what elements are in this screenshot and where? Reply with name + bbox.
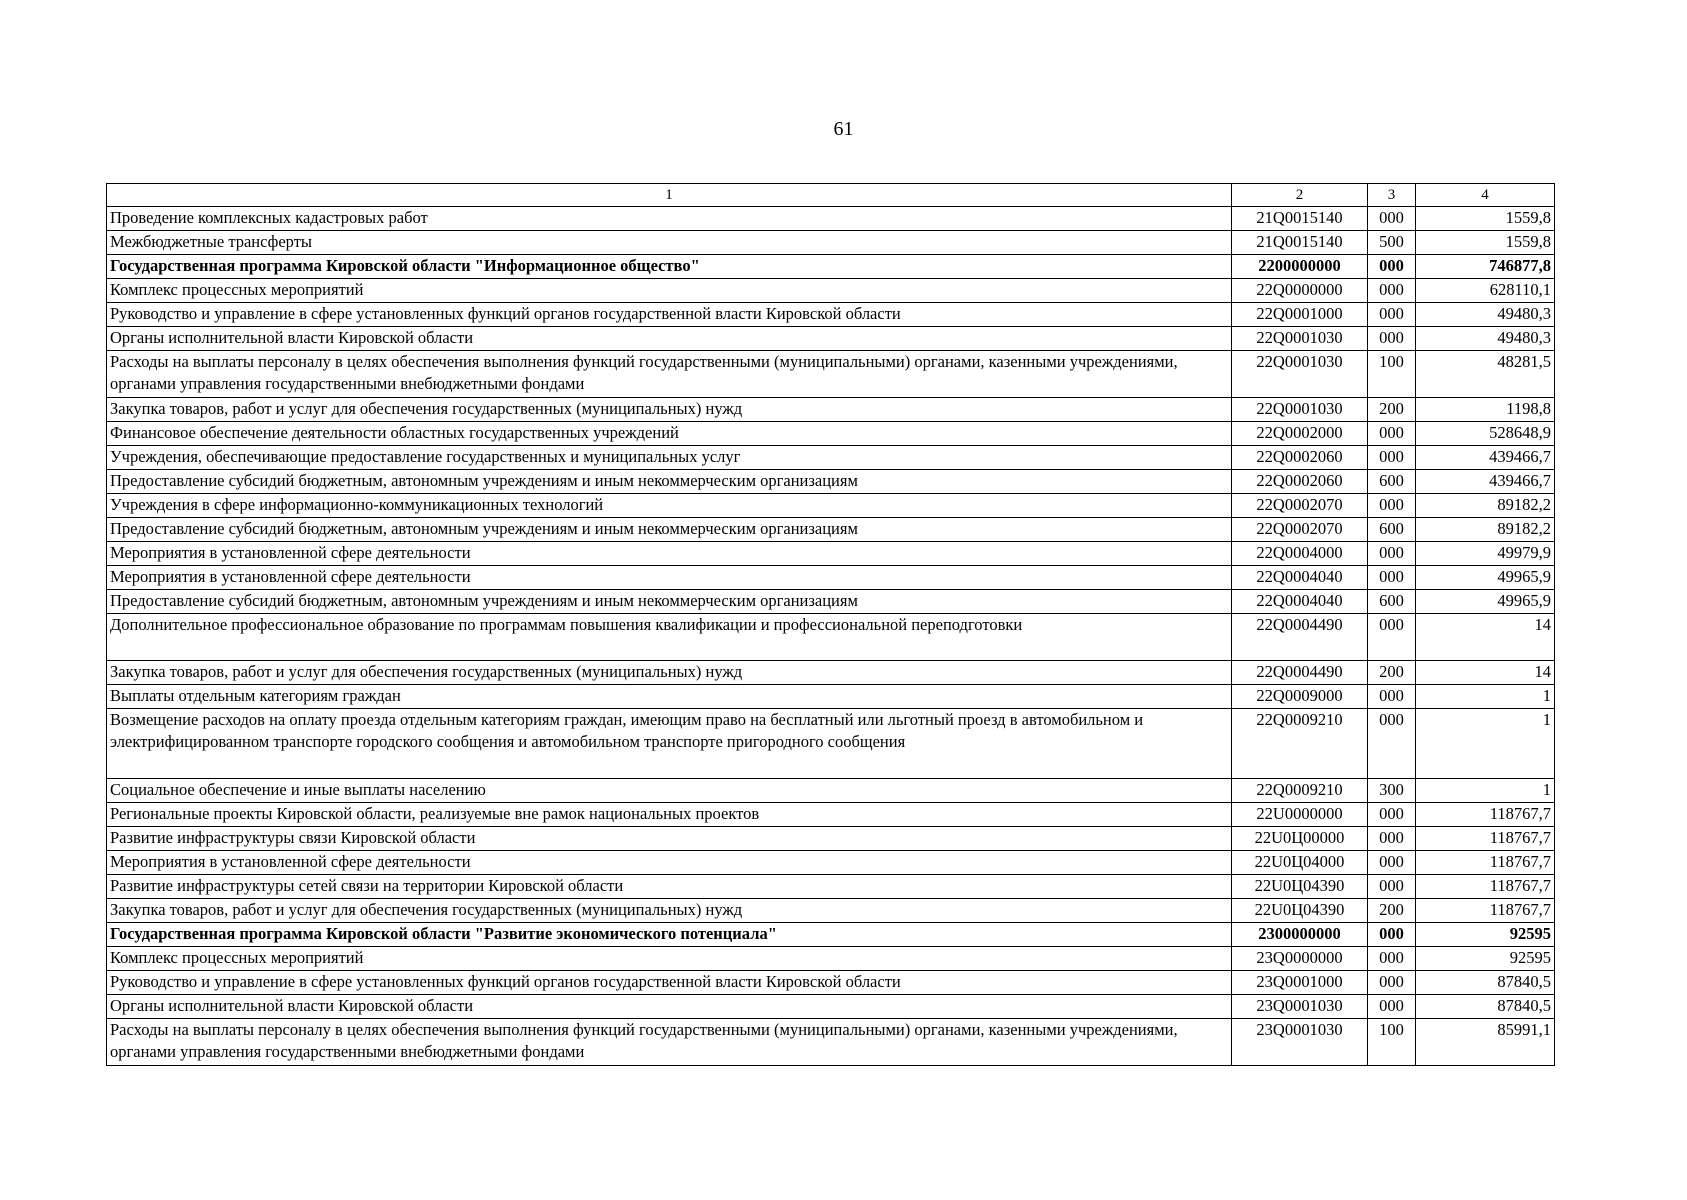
row-code: 22U0Ц00000 — [1232, 827, 1368, 851]
table-row — [107, 851, 1555, 875]
row-name: Предоставление субсидий бюджетным, автономным учреждениям и иным некоммерческим организациям — [107, 518, 1232, 542]
row-name: Развитие инфраструктуры связи Кировской области — [107, 827, 1232, 851]
row-name: Межбюджетные трансферты — [107, 231, 1232, 255]
row-name: Комплекс процессных мероприятий — [107, 279, 1232, 303]
table-row — [107, 303, 1555, 327]
row-code: 2200000000 — [1232, 255, 1368, 279]
row-amount: 118767,7 — [1416, 803, 1555, 827]
row-name: Комплекс процессных мероприятий — [107, 947, 1232, 971]
row-name: Предоставление субсидий бюджетным, автономным учреждениям и иным некоммерческим организациям — [107, 590, 1232, 614]
table-row — [107, 827, 1555, 851]
row-name: Проведение комплексных кадастровых работ — [107, 207, 1232, 231]
row-amount: 14 — [1416, 661, 1555, 685]
row-expense-type: 000 — [1368, 566, 1416, 590]
row-code: 22Q0002060 — [1232, 470, 1368, 494]
row-expense-type: 200 — [1368, 899, 1416, 923]
table-body — [107, 207, 1555, 1066]
row-name: Выплаты отдельным категориям граждан — [107, 685, 1232, 709]
table-row — [107, 470, 1555, 494]
row-code: 22Q0001030 — [1232, 398, 1368, 422]
row-code: 22U0Ц04390 — [1232, 899, 1368, 923]
table-row — [107, 779, 1555, 803]
row-expense-type: 000 — [1368, 422, 1416, 446]
row-code: 22Q0009000 — [1232, 685, 1368, 709]
row-expense-type: 200 — [1368, 661, 1416, 685]
row-expense-type: 000 — [1368, 303, 1416, 327]
row-expense-type: 600 — [1368, 518, 1416, 542]
row-name: Учреждения в сфере информационно-коммуникационных технологий — [107, 494, 1232, 518]
row-amount: 118767,7 — [1416, 851, 1555, 875]
table-row — [107, 923, 1555, 947]
row-amount: 746877,8 — [1416, 255, 1555, 279]
row-expense-type: 000 — [1368, 207, 1416, 231]
row-name: Закупка товаров, работ и услуг для обеспечения государственных (муниципальных) нужд — [107, 899, 1232, 923]
table-row — [107, 899, 1555, 923]
row-amount: 118767,7 — [1416, 827, 1555, 851]
row-name: Органы исполнительной власти Кировской области — [107, 327, 1232, 351]
row-code: 22U0Ц04390 — [1232, 875, 1368, 899]
table-row — [107, 494, 1555, 518]
table-row — [107, 590, 1555, 614]
row-expense-type: 000 — [1368, 827, 1416, 851]
row-amount: 49979,9 — [1416, 542, 1555, 566]
row-code: 22Q0000000 — [1232, 279, 1368, 303]
row-name: Расходы на выплаты персоналу в целях обеспечения выполнения функций государственными (муниципальными) органами, казенными учреждениями, органами управления государственными внебюджетными фондами — [107, 351, 1232, 398]
row-code: 22Q0004000 — [1232, 542, 1368, 566]
row-amount: 49480,3 — [1416, 327, 1555, 351]
row-expense-type: 000 — [1368, 494, 1416, 518]
header-row — [107, 184, 1555, 207]
row-code: 23Q0000000 — [1232, 947, 1368, 971]
table-row — [107, 971, 1555, 995]
row-expense-type: 000 — [1368, 803, 1416, 827]
row-amount: 89182,2 — [1416, 494, 1555, 518]
table-row — [107, 661, 1555, 685]
row-code: 22Q0004490 — [1232, 661, 1368, 685]
row-code: 22Q0002070 — [1232, 494, 1368, 518]
row-name: Закупка товаров, работ и услуг для обеспечения государственных (муниципальных) нужд — [107, 398, 1232, 422]
row-expense-type: 100 — [1368, 1019, 1416, 1066]
row-name: Государственная программа Кировской области "Информационное общество" — [107, 255, 1232, 279]
row-name: Руководство и управление в сфере установленных функций органов государственной власти Кировской области — [107, 971, 1232, 995]
row-expense-type: 000 — [1368, 542, 1416, 566]
row-amount: 628110,1 — [1416, 279, 1555, 303]
row-amount: 85991,1 — [1416, 1019, 1555, 1066]
row-code: 22Q0001030 — [1232, 351, 1368, 398]
row-name: Мероприятия в установленной сфере деятельности — [107, 542, 1232, 566]
row-amount: 1559,8 — [1416, 231, 1555, 255]
table-row — [107, 327, 1555, 351]
table-row — [107, 947, 1555, 971]
row-amount: 48281,5 — [1416, 351, 1555, 398]
row-amount: 1 — [1416, 709, 1555, 779]
row-amount: 87840,5 — [1416, 971, 1555, 995]
row-amount: 49965,9 — [1416, 566, 1555, 590]
row-code: 22U0Ц04000 — [1232, 851, 1368, 875]
row-code: 22Q0009210 — [1232, 709, 1368, 779]
row-amount: 92595 — [1416, 947, 1555, 971]
row-expense-type: 000 — [1368, 327, 1416, 351]
table-row — [107, 566, 1555, 590]
row-name: Руководство и управление в сфере установленных функций органов государственной власти Кировской области — [107, 303, 1232, 327]
table-row — [107, 709, 1555, 779]
row-expense-type: 100 — [1368, 351, 1416, 398]
row-expense-type: 000 — [1368, 255, 1416, 279]
row-amount: 439466,7 — [1416, 446, 1555, 470]
row-code: 22Q0004040 — [1232, 590, 1368, 614]
row-code: 23Q0001030 — [1232, 1019, 1368, 1066]
row-expense-type: 000 — [1368, 685, 1416, 709]
row-amount: 49480,3 — [1416, 303, 1555, 327]
row-amount: 49965,9 — [1416, 590, 1555, 614]
row-expense-type: 000 — [1368, 279, 1416, 303]
row-name: Закупка товаров, работ и услуг для обеспечения государственных (муниципальных) нужд — [107, 661, 1232, 685]
row-name: Дополнительное профессиональное образование по программам повышения квалификации и профессиональной переподготовки — [107, 614, 1232, 661]
row-amount: 14 — [1416, 614, 1555, 661]
table-row — [107, 803, 1555, 827]
row-code: 21Q0015140 — [1232, 207, 1368, 231]
page-number: 61 — [833, 118, 854, 140]
row-code: 22Q0002000 — [1232, 422, 1368, 446]
table-row — [107, 614, 1555, 661]
row-code: 21Q0015140 — [1232, 231, 1368, 255]
row-code: 23Q0001000 — [1232, 971, 1368, 995]
table-row — [107, 518, 1555, 542]
row-code: 22U0000000 — [1232, 803, 1368, 827]
row-name: Государственная программа Кировской области "Развитие экономического потенциала" — [107, 923, 1232, 947]
row-expense-type: 000 — [1368, 851, 1416, 875]
row-code: 23Q0001030 — [1232, 995, 1368, 1019]
row-expense-type: 000 — [1368, 446, 1416, 470]
table-row — [107, 398, 1555, 422]
row-amount: 1198,8 — [1416, 398, 1555, 422]
row-name: Социальное обеспечение и иные выплаты населению — [107, 779, 1232, 803]
table-row — [107, 255, 1555, 279]
row-name: Финансовое обеспечение деятельности областных государственных учреждений — [107, 422, 1232, 446]
header-col-1: 1 — [107, 184, 1232, 207]
row-expense-type: 600 — [1368, 470, 1416, 494]
table-row — [107, 995, 1555, 1019]
row-expense-type: 000 — [1368, 614, 1416, 661]
table-row — [107, 231, 1555, 255]
row-amount: 1559,8 — [1416, 207, 1555, 231]
row-amount: 439466,7 — [1416, 470, 1555, 494]
row-code: 22Q0001000 — [1232, 303, 1368, 327]
row-name: Мероприятия в установленной сфере деятельности — [107, 566, 1232, 590]
row-name: Развитие инфраструктуры сетей связи на территории Кировской области — [107, 875, 1232, 899]
row-code: 22Q0001030 — [1232, 327, 1368, 351]
row-expense-type: 200 — [1368, 398, 1416, 422]
row-name: Расходы на выплаты персоналу в целях обеспечения выполнения функций государственными (муниципальными) органами, казенными учреждениями, органами управления государственными внебюджетными фондами — [107, 1019, 1232, 1066]
row-expense-type: 500 — [1368, 231, 1416, 255]
row-expense-type: 000 — [1368, 971, 1416, 995]
row-code: 2300000000 — [1232, 923, 1368, 947]
row-amount: 528648,9 — [1416, 422, 1555, 446]
row-code: 22Q0004040 — [1232, 566, 1368, 590]
budget-table — [106, 183, 1555, 1066]
row-code: 22Q0002070 — [1232, 518, 1368, 542]
row-expense-type: 000 — [1368, 947, 1416, 971]
row-expense-type: 000 — [1368, 875, 1416, 899]
row-expense-type: 000 — [1368, 923, 1416, 947]
header-col-3: 3 — [1368, 184, 1416, 207]
row-name: Мероприятия в установленной сфере деятельности — [107, 851, 1232, 875]
table-row — [107, 685, 1555, 709]
header-col-4: 4 — [1416, 184, 1555, 207]
row-name: Органы исполнительной власти Кировской области — [107, 995, 1232, 1019]
row-expense-type: 000 — [1368, 709, 1416, 779]
row-amount: 1 — [1416, 779, 1555, 803]
row-amount: 118767,7 — [1416, 899, 1555, 923]
row-name: Возмещение расходов на оплату проезда отдельным категориям граждан, имеющим право на бесплатный или льготный проезд в автомобильном и электрифицированном транспорте городского сообщения и автомобильном транспорте пригородного сообщения — [107, 709, 1232, 779]
table-row — [107, 542, 1555, 566]
row-amount: 118767,7 — [1416, 875, 1555, 899]
row-code: 22Q0004490 — [1232, 614, 1368, 661]
table-row — [107, 351, 1555, 398]
table-row — [107, 207, 1555, 231]
header-col-2: 2 — [1232, 184, 1368, 207]
row-name: Учреждения, обеспечивающие предоставление государственных и муниципальных услуг — [107, 446, 1232, 470]
row-expense-type: 000 — [1368, 995, 1416, 1019]
row-code: 22Q0002060 — [1232, 446, 1368, 470]
row-amount: 1 — [1416, 685, 1555, 709]
row-code: 22Q0009210 — [1232, 779, 1368, 803]
row-amount: 87840,5 — [1416, 995, 1555, 1019]
table-row — [107, 1019, 1555, 1066]
row-expense-type: 600 — [1368, 590, 1416, 614]
row-amount: 92595 — [1416, 923, 1555, 947]
table-row — [107, 875, 1555, 899]
table-row — [107, 279, 1555, 303]
table-row — [107, 446, 1555, 470]
table-row — [107, 422, 1555, 446]
row-expense-type: 300 — [1368, 779, 1416, 803]
row-name: Региональные проекты Кировской области, реализуемые вне рамок национальных проектов — [107, 803, 1232, 827]
row-name: Предоставление субсидий бюджетным, автономным учреждениям и иным некоммерческим организациям — [107, 470, 1232, 494]
row-amount: 89182,2 — [1416, 518, 1555, 542]
